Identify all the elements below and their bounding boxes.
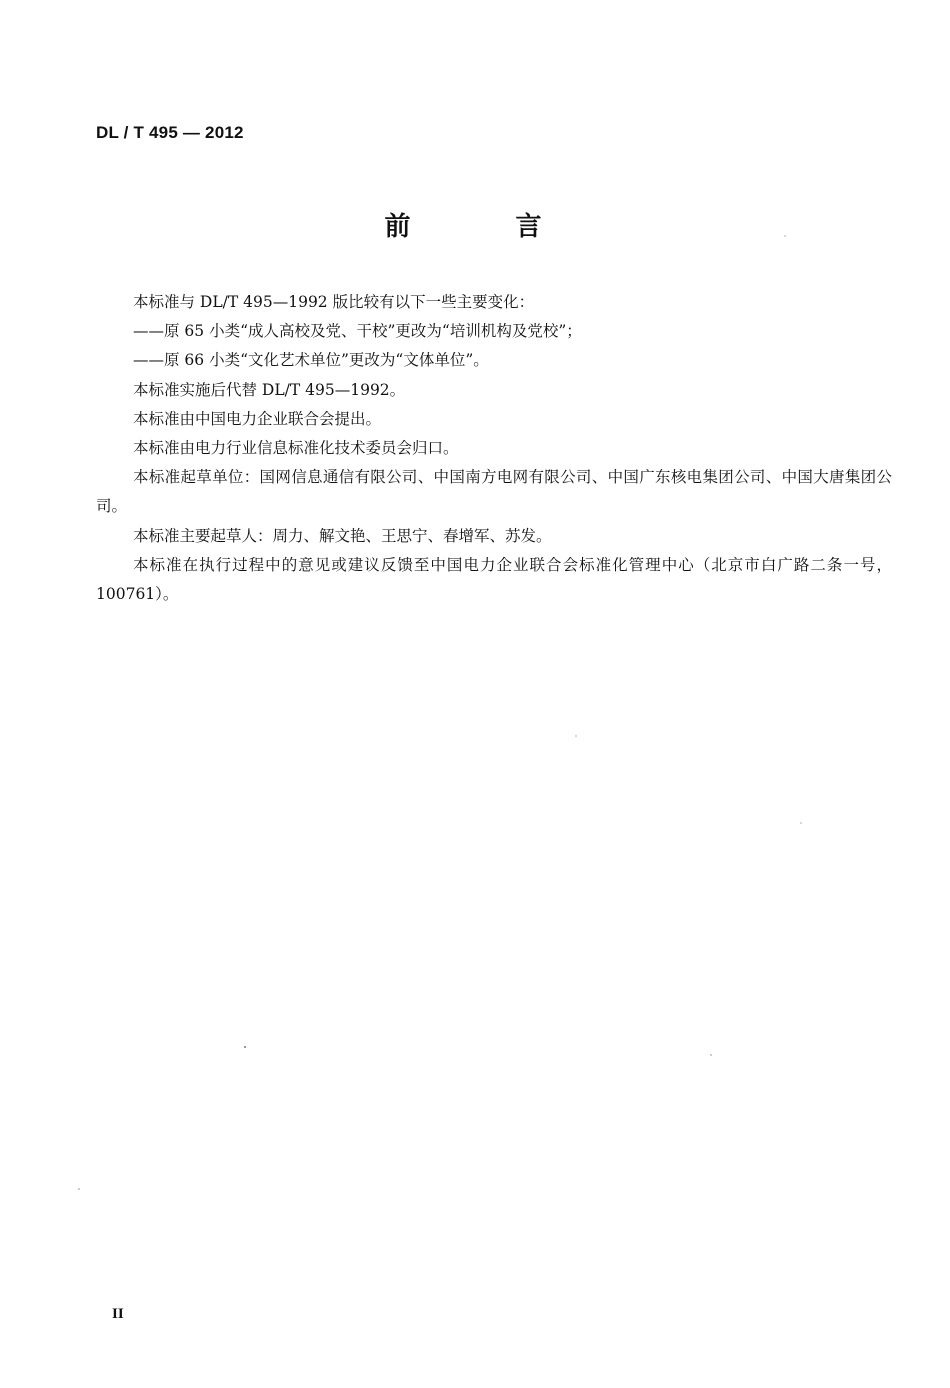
- scan-speck: [710, 1054, 712, 1056]
- paragraph: 本标准由中国电力企业联合会提出。: [133, 409, 382, 428]
- page-number: II: [112, 1306, 124, 1322]
- page-title: 前 言: [384, 212, 590, 242]
- scan-speck: [78, 1188, 80, 1190]
- foreword-body: [96, 288, 892, 609]
- scan-speck: [800, 822, 802, 824]
- paragraph: ——原 66 小类“文化艺术单位”更改为“文体单位”。: [133, 351, 489, 370]
- paragraph: 本标准由电力行业信息标准化技术委员会归口。: [133, 439, 459, 458]
- scan-speck: [575, 735, 577, 737]
- standard-code-header: DL / T 495 — 2012: [96, 123, 244, 142]
- scan-speck: [244, 1046, 246, 1048]
- paragraph: 本标准在执行过程中的意见或建议反馈至中国电力企业联合会标准化管理中心（北京市白广路二条一号，100761）。: [96, 555, 892, 604]
- paragraph: 本标准主要起草人：周力、解文艳、王思宁、春增军、苏发。: [133, 526, 552, 545]
- paragraph: 本标准起草单位：国网信息通信有限公司、中国南方电网有限公司、中国广东核电集团公司、中国大唐集团公司。: [96, 468, 892, 516]
- paragraph: 本标准实施后代替 DL/T 495—1992。: [133, 380, 406, 399]
- paragraph: 本标准与 DL/T 495—1992 版比较有以下一些主要变化：: [133, 293, 535, 311]
- scan-speck: [784, 235, 786, 237]
- paragraph: ——原 65 小类“成人高校及党、干校”更改为“培训机构及党校”；: [133, 322, 582, 341]
